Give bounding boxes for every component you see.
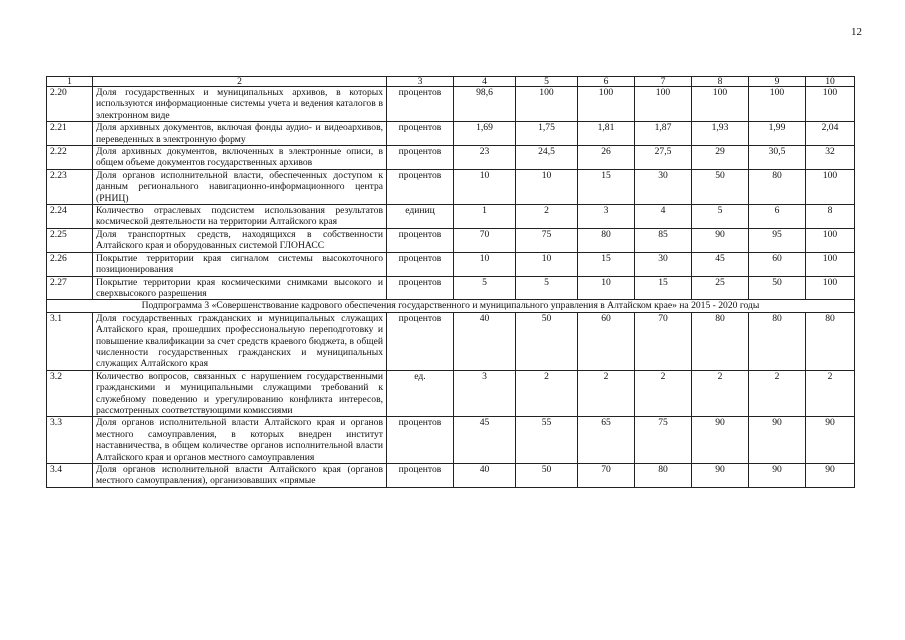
indicator-value: 75 — [516, 228, 578, 252]
indicator-value: 2 — [578, 370, 635, 417]
indicator-value: 95 — [749, 228, 806, 252]
indicator-value: 2 — [635, 370, 692, 417]
table-row — [47, 122, 855, 146]
indicator-value: 1,99 — [749, 122, 806, 146]
indicator-name: Доля государственных и муниципальных архивов, в которых используются информационные системы учета и ведения каталогов в электронном виде — [93, 87, 387, 122]
indicator-value: 100 — [806, 87, 855, 122]
indicator-name: Доля архивных документов, включая фонды аудио- и видеоархивов, переведенных в электронную форму — [93, 122, 387, 146]
indicator-unit: процентов — [387, 228, 454, 252]
column-number: 5 — [516, 77, 578, 87]
column-number: 8 — [692, 77, 749, 87]
indicator-value: 24,5 — [516, 146, 578, 170]
table-body — [47, 77, 855, 488]
indicator-value: 90 — [749, 417, 806, 464]
indicator-value: 2 — [516, 370, 578, 417]
table-row — [47, 146, 855, 170]
indicator-value: 80 — [806, 312, 855, 370]
column-number: 6 — [578, 77, 635, 87]
indicator-value: 98,6 — [454, 87, 516, 122]
indicator-value: 90 — [692, 228, 749, 252]
indicator-value: 50 — [516, 312, 578, 370]
indicator-value: 80 — [578, 228, 635, 252]
indicator-value: 60 — [578, 312, 635, 370]
indicator-value: 6 — [749, 205, 806, 229]
indicator-value: 15 — [578, 169, 635, 204]
indicator-number: 2.24 — [47, 205, 93, 229]
indicator-unit: процентов — [387, 417, 454, 464]
indicator-value: 30 — [635, 252, 692, 276]
indicator-value: 45 — [454, 417, 516, 464]
indicator-value: 5 — [454, 276, 516, 300]
indicator-unit: процентов — [387, 464, 454, 488]
indicator-value: 2 — [516, 205, 578, 229]
indicator-number: 3.4 — [47, 464, 93, 488]
indicator-value: 70 — [578, 464, 635, 488]
indicator-number: 2.23 — [47, 169, 93, 204]
indicator-value: 90 — [692, 464, 749, 488]
indicator-value: 50 — [749, 276, 806, 300]
table-row — [47, 87, 855, 122]
column-number: 10 — [806, 77, 855, 87]
indicator-unit: процентов — [387, 87, 454, 122]
indicator-name: Количество вопросов, связанных с нарушением государственными гражданскими и муниципальными служащими требований к служебному поведению и урегулированию конфликта интересов, рассмотренных соответствующими комиссиями — [93, 370, 387, 417]
table-row — [47, 169, 855, 204]
indicator-value: 8 — [806, 205, 855, 229]
indicator-value: 50 — [516, 464, 578, 488]
indicator-value: 1 — [454, 205, 516, 229]
indicator-name: Доля транспортных средств, находящихся в собственности Алтайского края и оборудованных системой ГЛОНАСС — [93, 228, 387, 252]
indicator-number: 2.27 — [47, 276, 93, 300]
column-number-row — [47, 77, 855, 87]
indicator-value: 3 — [454, 370, 516, 417]
indicator-unit: процентов — [387, 252, 454, 276]
indicator-name: Доля архивных документов, включенных в электронные описи, в общем объеме документов государственных архивов — [93, 146, 387, 170]
indicator-value: 75 — [635, 417, 692, 464]
indicator-name: Количество отраслевых подсистем использования результатов космической деятельности на территории Алтайского края — [93, 205, 387, 229]
indicator-value: 29 — [692, 146, 749, 170]
indicator-value: 32 — [806, 146, 855, 170]
indicator-name: Доля органов исполнительной власти, обеспеченных доступом к данным регионального навигационно-информационного центра (РНИЦ) — [93, 169, 387, 204]
indicator-value: 50 — [692, 169, 749, 204]
column-number: 3 — [387, 77, 454, 87]
indicator-value: 27,5 — [635, 146, 692, 170]
indicator-value: 10 — [516, 252, 578, 276]
indicator-value: 4 — [635, 205, 692, 229]
column-number: 2 — [93, 77, 387, 87]
indicator-unit: процентов — [387, 146, 454, 170]
indicator-number: 3.1 — [47, 312, 93, 370]
indicator-value: 90 — [806, 464, 855, 488]
indicator-value: 65 — [578, 417, 635, 464]
indicator-number: 3.2 — [47, 370, 93, 417]
indicator-value: 100 — [692, 87, 749, 122]
table-row — [47, 252, 855, 276]
indicator-value: 90 — [806, 417, 855, 464]
indicator-name: Доля государственных гражданских и муниципальных служащих Алтайского края, прошедших профессиональную переподготовку и повышение квалификации за счет средств краевого бюджета, в общей численности государственных гражданских и муниципальных служащих Алтайского края — [93, 312, 387, 370]
indicator-value: 5 — [516, 276, 578, 300]
column-number: 9 — [749, 77, 806, 87]
indicator-value: 5 — [692, 205, 749, 229]
indicator-value: 1,75 — [516, 122, 578, 146]
indicator-number: 2.22 — [47, 146, 93, 170]
indicator-name: Покрытие территории края космическими снимками высокого и сверхвысокого разрешения — [93, 276, 387, 300]
indicator-unit: процентов — [387, 169, 454, 204]
indicator-unit: единиц — [387, 205, 454, 229]
indicator-value: 40 — [454, 312, 516, 370]
indicator-unit: процентов — [387, 276, 454, 300]
indicator-value: 100 — [806, 228, 855, 252]
indicator-number: 2.20 — [47, 87, 93, 122]
subprogram-title: Подпрограмма 3 «Совершенствование кадрового обеспечения государственного и муниципального управления в Алтайском крае» на 2015 - 2020 годы — [47, 300, 855, 312]
column-number: 4 — [454, 77, 516, 87]
indicator-value: 55 — [516, 417, 578, 464]
indicator-value: 10 — [516, 169, 578, 204]
indicator-value: 23 — [454, 146, 516, 170]
indicator-value: 2,04 — [806, 122, 855, 146]
indicator-value: 80 — [749, 312, 806, 370]
indicator-value: 2 — [692, 370, 749, 417]
indicator-value: 100 — [749, 87, 806, 122]
indicator-value: 1,93 — [692, 122, 749, 146]
table-row — [47, 417, 855, 464]
indicator-number: 3.3 — [47, 417, 93, 464]
indicator-value: 1,87 — [635, 122, 692, 146]
indicator-value: 40 — [454, 464, 516, 488]
indicator-value: 10 — [454, 252, 516, 276]
indicator-value: 100 — [578, 87, 635, 122]
indicator-value: 70 — [454, 228, 516, 252]
table-row — [47, 370, 855, 417]
indicator-value: 100 — [635, 87, 692, 122]
indicator-value: 90 — [749, 464, 806, 488]
column-number: 7 — [635, 77, 692, 87]
indicator-unit: ед. — [387, 370, 454, 417]
indicator-number: 2.21 — [47, 122, 93, 146]
indicator-name: Доля органов исполнительной власти Алтайского края (органов местного самоуправления), организовавших «прямые — [93, 464, 387, 488]
indicator-value: 80 — [749, 169, 806, 204]
indicator-value: 100 — [516, 87, 578, 122]
indicator-value: 26 — [578, 146, 635, 170]
indicator-value: 10 — [454, 169, 516, 204]
indicator-value: 1,81 — [578, 122, 635, 146]
table-row — [47, 276, 855, 300]
indicator-value: 15 — [578, 252, 635, 276]
indicator-name: Доля органов исполнительной власти Алтайского края и органов местного самоуправления, в которых внедрен институт наставничества, в общем количестве органов исполнительной власти Алтайского края и органов местного самоуправления — [93, 417, 387, 464]
table-row — [47, 464, 855, 488]
indicator-name: Покрытие территории края сигналом системы высокоточного позиционирования — [93, 252, 387, 276]
indicator-value: 30,5 — [749, 146, 806, 170]
indicator-value: 80 — [692, 312, 749, 370]
indicator-value: 1,69 — [454, 122, 516, 146]
indicator-value: 100 — [806, 252, 855, 276]
indicator-value: 100 — [806, 276, 855, 300]
indicator-value: 85 — [635, 228, 692, 252]
indicator-value: 90 — [692, 417, 749, 464]
table-row — [47, 312, 855, 370]
indicator-number: 2.25 — [47, 228, 93, 252]
page-number: 12 — [851, 26, 862, 38]
table-row — [47, 228, 855, 252]
indicator-value: 30 — [635, 169, 692, 204]
indicator-value: 2 — [749, 370, 806, 417]
indicator-value: 100 — [806, 169, 855, 204]
indicator-value: 10 — [578, 276, 635, 300]
indicator-value: 70 — [635, 312, 692, 370]
indicator-value: 80 — [635, 464, 692, 488]
indicator-unit: процентов — [387, 122, 454, 146]
indicator-value: 60 — [749, 252, 806, 276]
indicator-number: 2.26 — [47, 252, 93, 276]
indicator-value: 45 — [692, 252, 749, 276]
indicators-table — [46, 76, 855, 488]
indicator-unit: процентов — [387, 312, 454, 370]
indicator-value: 25 — [692, 276, 749, 300]
subprogram-row — [47, 300, 855, 312]
table-row — [47, 205, 855, 229]
indicator-value: 2 — [806, 370, 855, 417]
indicator-value: 15 — [635, 276, 692, 300]
indicator-value: 3 — [578, 205, 635, 229]
column-number: 1 — [47, 77, 93, 87]
